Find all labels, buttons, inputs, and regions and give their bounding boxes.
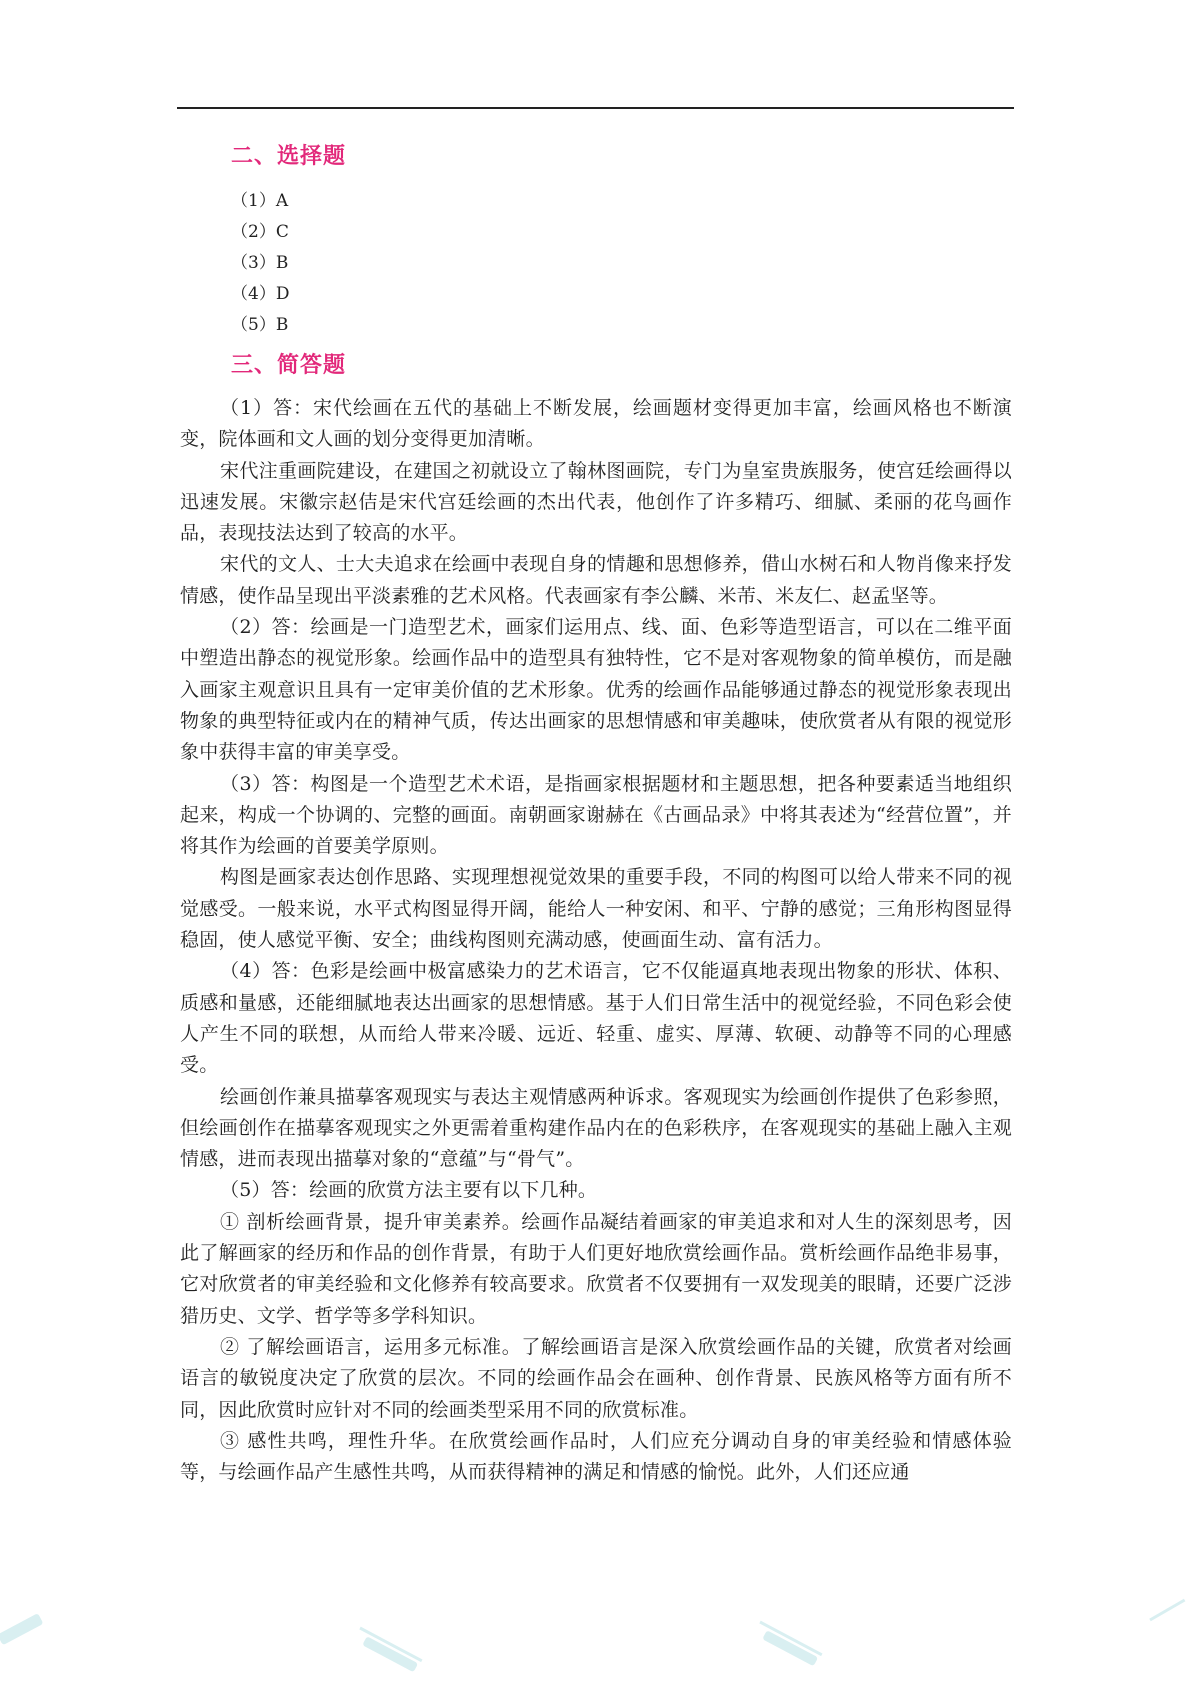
answer-paragraph: 绘画创作兼具描摹客观现实与表达主观情感两种诉求。客观现实为绘画创作提供了色彩参照，但绘画创作在描摹客观现实之外更需着重构建作品内在的色彩秩序，在客观现实的基础上融入主观情感，进而表现出描摹对象的“意蕴”与“骨气”。 (180, 1085, 1012, 1171)
answer-paragraph: 宋代的文人、士大夫追求在绘画中表现自身的情趣和思想修养，借山水树石和人物肖像来抒发情感，使作品呈现出平淡素雅的艺术风格。代表画家有李公麟、米芾、米友仁、赵孟坚等。 (180, 553, 1012, 607)
answer-paragraph: ③ 感性共鸣，理性升华。在欣赏绘画作品时，人们应充分调动自身的审美经验和情感体验等，与绘画作品产生感性共鸣，从而获得精神的满足和情感的愉悦。此外，人们还应通 (180, 1429, 1012, 1484)
choice-answer: （2）C (231, 222, 289, 242)
choice-answer: （5）B (231, 315, 289, 335)
answer-paragraph: ① 剖析绘画背景，提升审美素养。绘画作品凝结着画家的审美追求和对人生的深刻思考，因此了解画家的经历和作品的创作背景，有助于人们更好地欣赏绘画作品。赏析绘画作品绝非易事，它对欣赏者的审美经验和文化修养有较高要求。欣赏者不仅要拥有一双发现美的眼睛，还要广泛涉猎历史、文学、哲学等多学科知识。 (180, 1210, 1012, 1327)
answer-paragraph: 宋代注重画院建设，在建国之初就设立了翰林图画院，专门为皇室贵族服务，使宫廷绘画得以迅速发展。宋徽宗赵佶是宋代宫廷绘画的杰出代表，他创作了许多精巧、细腻、柔丽的花鸟画作品，表现技法达到了较高的水平。 (180, 459, 1012, 545)
watermark-mark-4 (1150, 1600, 1185, 1620)
answer-paragraph: （5）答：绘画的欣赏方法主要有以下几种。 (220, 1179, 598, 1202)
answer-paragraph: ② 了解绘画语言，运用多元标准。了解绘画语言是深入欣赏绘画作品的关键，欣赏者对绘画语言的敏锐度决定了欣赏的层次。不同的绘画作品会在画种、创作背景、民族风格等方面有所不同，因此欣赏时应针对不同的绘画类型采用不同的欣赏标准。 (180, 1335, 1012, 1421)
section-title-short-answer: 三、简答题 (231, 353, 347, 378)
answer-paragraph: （2）答：绘画是一门造型艺术，画家们运用点、线、面、色彩等造型语言，可以在二维平面中塑造出静态的视觉形象。绘画作品中的造型具有独特性，它不是对客观物象的简单模仿，而是融入画家主观意识且具有一定审美价值的艺术形象。优秀的绘画作品能够通过静态的视觉形象表现出物象的典型特征或内在的精神气质，传达出画家的思想情感和审美趣味，使欣赏者从有限的视觉形象中获得丰富的审美享受。 (180, 616, 1012, 764)
watermark-mark-1 (0, 1613, 43, 1645)
answer-paragraph: （3）答：构图是一个造型艺术术语，是指画家根据题材和主题思想，把各种要素适当地组织起来，构成一个协调的、完整的画面。南朝画家谢赫在《古画品录》中将其表述为“经营位置”，并将其作为绘画的首要美学原则。 (180, 772, 1012, 858)
watermark-mark-3 (753, 1622, 821, 1667)
watermark-strip (0, 1580, 1191, 1684)
answer-paragraph: （4）答：色彩是绘画中极富感染力的艺术语言，它不仅能逼真地表现出物象的形状、体积、质感和量感，还能细腻地表达出画家的思想情感。基于人们日常生活中的视觉经验，不同色彩会使人产生不同的联想，从而给人带来冷暖、远近、轻重、虚实、厚薄、软硬、动静等不同的心理感受。 (180, 960, 1012, 1077)
short-answer-body (180, 393, 1012, 1488)
choice-answer: （4）D (231, 284, 290, 304)
watermark-mark-2 (353, 1628, 421, 1673)
choice-answer: （3）B (231, 253, 289, 273)
page-content (180, 142, 1012, 1488)
answer-paragraph: （1）答：宋代绘画在五代的基础上不断发展，绘画题材变得更加丰富，绘画风格也不断演变，院体画和文人画的划分变得更加清晰。 (180, 397, 1012, 451)
choice-answer: （1）A (231, 191, 289, 211)
header-rule (177, 107, 1014, 109)
answer-paragraph: 构图是画家表达创作思路、实现理想视觉效果的重要手段，不同的构图可以给人带来不同的视觉感受。一般来说，水平式构图显得开阔，能给人一种安闲、和平、宁静的感觉；三角形构图显得稳固，使人感觉平衡、安全；曲线构图则充满动感，使画面生动、富有活力。 (180, 866, 1012, 952)
choice-answer-list (180, 186, 1012, 341)
section-title-choice: 二、选择题 (231, 144, 347, 169)
